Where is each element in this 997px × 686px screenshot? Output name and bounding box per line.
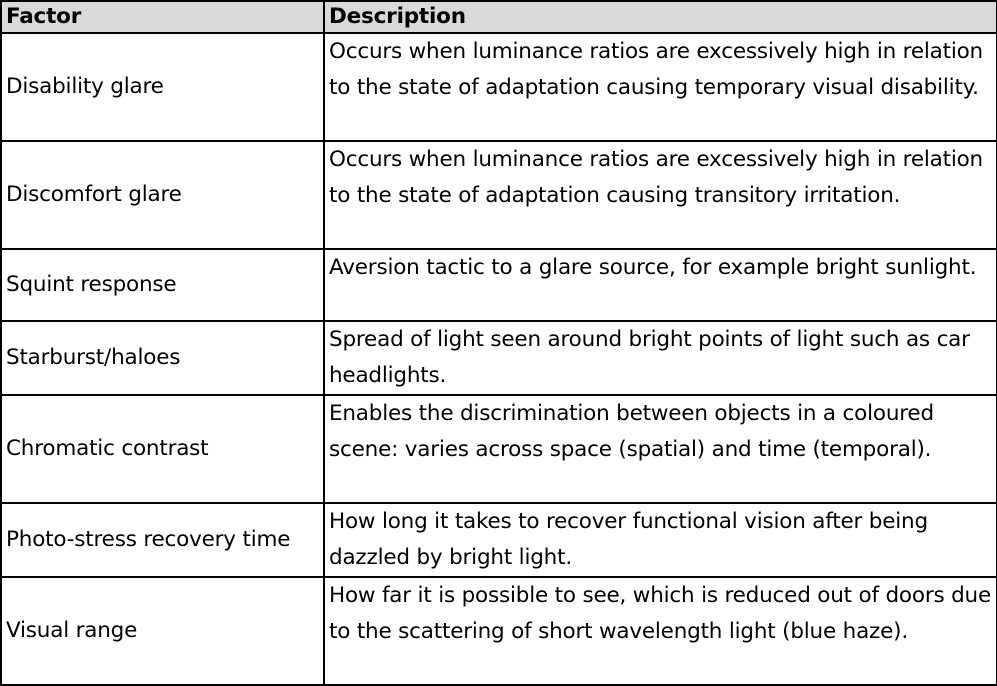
factor-cell: Starburst/haloes [1,321,324,395]
factor-cell: Disability glare [1,33,324,141]
factor-cell: Visual range [1,577,324,685]
factor-cell: Photo-stress recovery time [1,503,324,577]
description-cell: How far it is possible to see, which is reduced out of doors due to the scattering of short wavelength light (blue haze). [324,577,997,685]
table-row [1,503,997,577]
description-cell: Occurs when luminance ratios are excessively high in relation to the state of adaptation causing transitory irritation. [324,141,997,249]
table-row [1,33,997,141]
factor-cell: Squint response [1,249,324,321]
table-header-row [1,1,997,33]
table-row [1,141,997,249]
table-row [1,577,997,685]
description-cell: How long it takes to recover functional vision after being dazzled by bright light. [324,503,997,577]
factor-cell: Discomfort glare [1,141,324,249]
table-row [1,321,997,395]
header-description: Description [324,1,997,33]
table-row [1,395,997,503]
description-cell: Spread of light seen around bright points of light such as car headlights. [324,321,997,395]
description-cell: Occurs when luminance ratios are excessively high in relation to the state of adaptation causing temporary visual disability. [324,33,997,141]
description-cell: Aversion tactic to a glare source, for example bright sunlight. [324,249,997,321]
factor-cell: Chromatic contrast [1,395,324,503]
header-factor: Factor [1,1,324,33]
table-row [1,249,997,321]
description-cell: Enables the discrimination between objects in a coloured scene: varies across space (spatial) and time (temporal). [324,395,997,503]
